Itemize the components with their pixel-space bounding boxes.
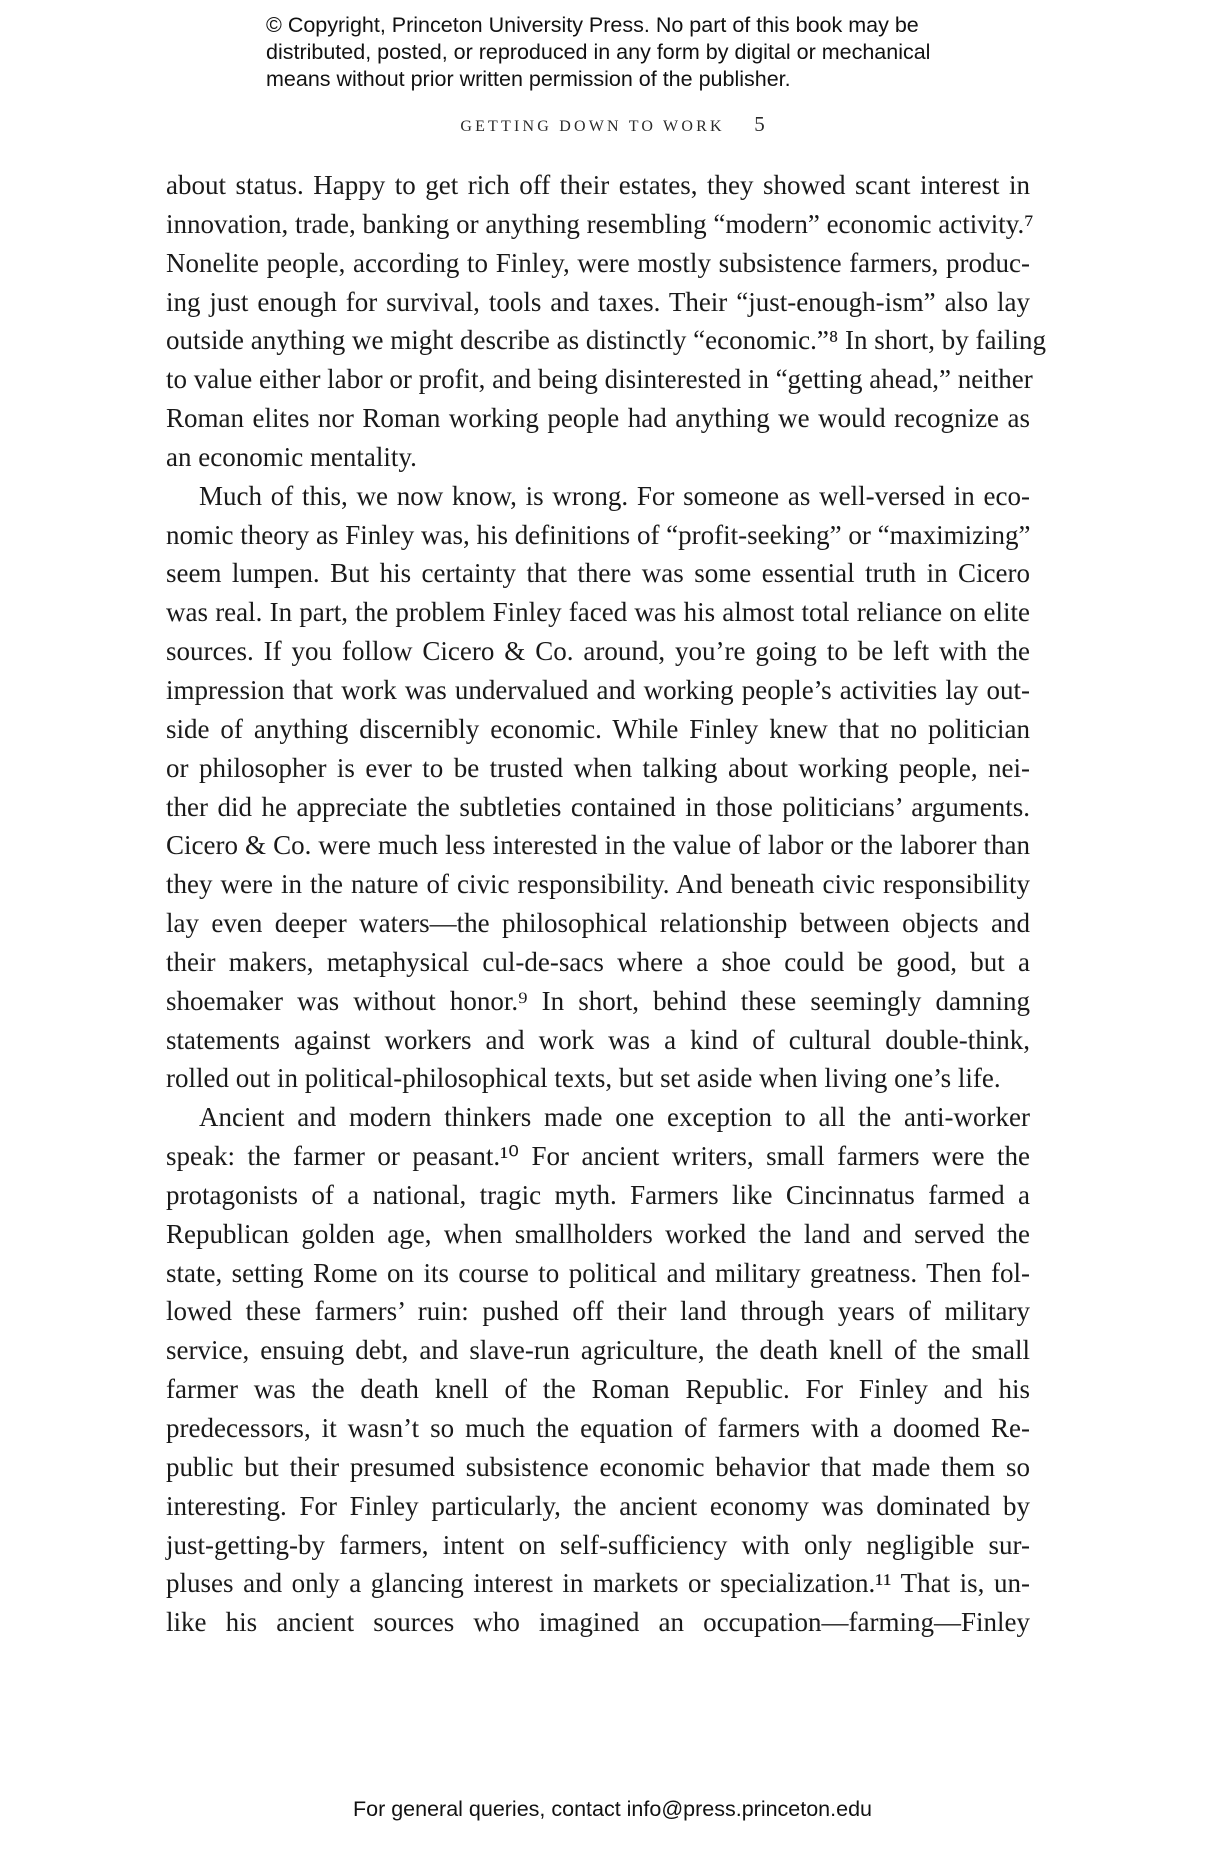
text-line: statements against workers and work was a kind of cultural double-think, <box>166 1024 1030 1055</box>
text-line: their makers, metaphysical cul-de-sacs where a shoe could be good, but a <box>166 946 1030 977</box>
text-line: public but their presumed subsistence economic behavior that made them so <box>166 1451 1030 1482</box>
text-line: pluses and only a glancing interest in markets or specialization.¹¹ That is, un- <box>166 1568 1030 1599</box>
text-line: ing just enough for survival, tools and taxes. Their “just-enough-ism” also lay <box>166 286 1030 317</box>
text-line: protagonists of a national, tragic myth. Farmers like Cincinnatus farmed a <box>166 1179 1030 1210</box>
text-line: farmer was the death knell of the Roman Republic. For Finley and his <box>166 1374 1030 1405</box>
text-line: they were in the nature of civic responsibility. And beneath civic responsibility <box>166 869 1030 900</box>
text-line: lay even deeper waters—the philosophical relationship between objects and <box>166 908 1030 939</box>
text-line: service, ensuing debt, and slave-run agriculture, the death knell of the small <box>166 1335 1030 1366</box>
text-line: Much of this, we now know, is wrong. For someone as well-versed in eco- <box>199 480 1030 511</box>
text-line: predecessors, it wasn’t so much the equation of farmers with a doomed Re- <box>166 1413 1030 1443</box>
text-line: sources. If you follow Cicero & Co. around, you’re going to be left with the <box>166 636 1030 667</box>
text-line: like his ancient sources who imagined an occupation—farming—Finley <box>166 1607 1030 1638</box>
text-line: to value either labor or profit, and being disinterested in “getting ahead,” neither <box>166 364 1033 395</box>
text-line: speak: the farmer or peasant.¹⁰ For ancient writers, small farmers were the <box>166 1141 1030 1172</box>
text-line: Ancient and modern thinkers made one exception to all the anti-worker <box>199 1102 1030 1133</box>
text-line: rolled out in political-philosophical texts, but set aside when living one’s life. <box>166 1063 1001 1094</box>
text-line: ther did he appreciate the subtleties contained in those politicians’ arguments. <box>166 791 1030 822</box>
text-line: side of anything discernibly economic. While Finley knew that no politician <box>166 713 1030 744</box>
copyright-line: © Copyright, Princeton University Press. No part of this book may be <box>266 13 919 37</box>
text-line: state, setting Rome on its course to political and military greatness. Then fol- <box>166 1257 1030 1288</box>
text-line: innovation, trade, banking or anything resembling “modern” economic activity.⁷ <box>166 208 1034 239</box>
running-head-title: GETTING DOWN TO WORK <box>460 118 725 135</box>
text-line: nomic theory as Finley was, his definitions of “profit-seeking” or “maximizing” <box>166 519 1031 550</box>
running-head <box>0 112 1225 137</box>
text-line: Republican golden age, when smallholders worked the land and served the <box>166 1218 1030 1249</box>
text-line: interesting. For Finley particularly, the ancient economy was dominated by <box>166 1490 1030 1521</box>
text-line: Roman elites nor Roman working people had anything we would recognize as <box>166 403 1030 434</box>
text-line: Nonelite people, according to Finley, were mostly subsistence farmers, produc- <box>166 247 1030 278</box>
text-line: just-getting-by farmers, intent on self-sufficiency with only negligible sur- <box>166 1529 1030 1560</box>
text-line: impression that work was undervalued and working people’s activities lay out- <box>166 674 1030 705</box>
text-line: or philosopher is ever to be trusted when talking about working people, nei- <box>166 752 1030 783</box>
copyright-notice <box>266 12 1026 93</box>
text-line: was real. In part, the problem Finley faced was his almost total reliance on elite <box>166 597 1030 628</box>
text-line: Cicero & Co. were much less interested in the value of labor or the laborer than <box>166 830 1030 861</box>
page-number: 5 <box>754 112 765 136</box>
text-line: an economic mentality. <box>166 441 417 472</box>
copyright-line: means without prior written permission of the publisher. <box>266 67 791 91</box>
body-text <box>166 166 1046 1642</box>
text-line: shoemaker was without honor.⁹ In short, behind these seemingly damning <box>166 985 1030 1016</box>
footer-contact: For general queries, contact info@press.princeton.edu <box>352 1797 872 1821</box>
text-line: seem lumpen. But his certainty that there was some essential truth in Cicero <box>166 558 1030 589</box>
text-line: lowed these farmers’ ruin: pushed off their land through years of military <box>166 1296 1030 1327</box>
copyright-line: distributed, posted, or reproduced in any form by digital or mechanical <box>266 40 931 64</box>
text-line: outside anything we might describe as distinctly “economic.”⁸ In short, by failing <box>166 325 1046 356</box>
text-line: about status. Happy to get rich off their estates, they showed scant interest in <box>166 170 1030 200</box>
